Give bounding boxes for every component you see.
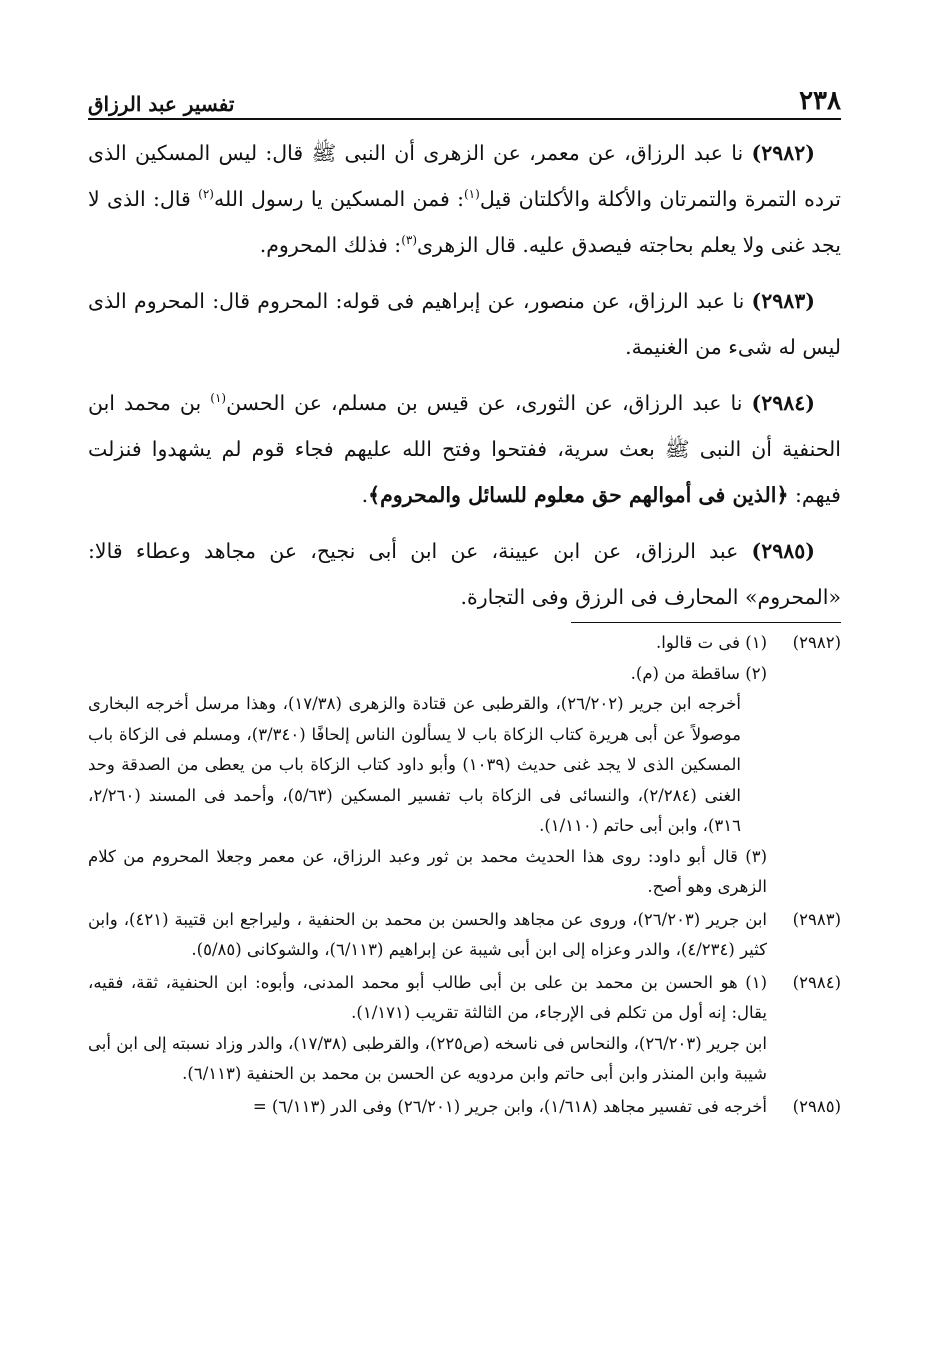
footnote-ref: (١) <box>210 391 227 406</box>
footnote-rule <box>571 622 841 623</box>
footnote-line: أخرجه ابن جرير (٢٦/٢٠٢)، والقرطبى عن قتادة والزهرى (١٧/٣٨)، وهذا مرسل أخرجه البخارى موصولاً عن أبى هريرة كتاب الزكاة باب لا يسألون الناس إلحافًا (٣/٣٤٠)، ومسلم فى الزكاة باب المسكين الذى لا يجد غنى حديث (١٠٣٩) وأبو داود كتاب الزكاة باب من يعطى من الصدقة وحد الغنى (٢/٢٨٤)، والنسائى فى الزكاة باب تفسير المسكين (٥/٦٣)، وأحمد فى المسند (٢/٢٦٠، ٣١٦)، وابن أبى حاتم (١/١١٠). <box>88 694 741 835</box>
footnote-group-2983 <box>88 905 841 966</box>
entry-number: (٢٩٨٤) <box>751 391 815 415</box>
footnote-group-2984 <box>88 968 841 1090</box>
entry-number: (٢٩٨٣) <box>751 289 815 313</box>
footnote-key: (٢٩٨٥) <box>792 1096 841 1116</box>
entry-2985 <box>88 528 841 620</box>
footnote-key: (٢٩٨٤) <box>792 972 841 992</box>
footnote-line: (١) هو الحسن بن محمد بن على بن أبى طالب أبو محمد المدنى، وأبوه: ابن الحنفية، ثقة، فقيه، يقال: إنه أول من تكلم فى الإرجاء، من الثالثة تقريب (١/١٧١). <box>88 972 767 1022</box>
entry-text: نا عبد الرزاق، عن منصور، عن إبراهيم فى قوله: المحروم قال: المحروم الذى ليس له شىء من الغنيمة. <box>88 289 841 359</box>
footnote-line: أخرجه فى تفسير مجاهد (١/٦١٨)، وابن جرير (٢٦/٢٠١) وفى الدر (٦/١١٣) = <box>252 1096 767 1116</box>
footnote-ref: (٢) <box>198 187 214 202</box>
entry-2984 <box>88 380 841 518</box>
main-text <box>88 130 841 630</box>
running-title: تفسير عبد الرزاق <box>88 92 235 116</box>
entry-text: نا عبد الرزاق، عن الثورى، عن قيس بن مسلم، عن الحسن <box>226 391 752 415</box>
entry-text: نا عبد الرزاق، عن معمر، عن الزهرى أن النبى ﷺ قال: ليس المسكين الذى ترده التمرة والتمرتان والأكلة والأكلتان قيل <box>88 141 841 211</box>
entry-2982 <box>88 130 841 268</box>
footnote-key: (٢٩٨٢) <box>792 633 841 652</box>
page-number: ٢٣٨ <box>799 86 841 116</box>
footnotes <box>88 628 841 1124</box>
footnote-line: (٣) قال أبو داود: روى هذا الحديث محمد بن ثور وعبد الرزاق، عن معمر وجعلا المحروم من كلام الزهرى وهو أصح. <box>88 846 767 896</box>
entry-text: قال: الذى لا يجد غنى ولا يعلم بحاجته فيصدق عليه. قال الزهرى <box>88 187 841 257</box>
footnote-ref: (٣) <box>401 233 418 248</box>
entry-text: بن محمد ابن الحنفية أن النبى ﷺ بعث سرية، ففتحوا وفتح الله عليهم فجاء قوم لم يشهدوا فنزلت فيهم: <box>88 391 841 507</box>
entry-2983 <box>88 278 841 370</box>
footnote-group-2985 <box>88 1092 841 1123</box>
header-rule <box>88 118 841 120</box>
footnote-key: (٢٩٨٣) <box>792 909 841 929</box>
footnote-group-2982 <box>88 628 841 903</box>
entry-number: (٢٩٨٥) <box>751 539 815 563</box>
quran-verse: ﴿الذين فى أموالهم حق معلوم للسائل والمحروم﴾ <box>368 483 789 507</box>
footnote-ref: (١) <box>463 187 480 202</box>
entry-end: . <box>361 483 369 507</box>
entry-text: عبد الرزاق، عن ابن عيينة، عن ابن أبى نجيح، عن مجاهد وعطاء قالا: «المحروم» المحارف فى الرزق وفى التجارة. <box>88 539 841 609</box>
footnote-line: ابن جرير (٢٦/٢٠٣)، والنحاس فى ناسخه (ص٢٢٥)، والقرطبى (١٧/٣٨)، والدر وزاد نسبته إلى ابن أبى شيبة وابن المنذر وابن أبى حاتم وابن مردويه عن الحسن بن محمد بن الحنفية (٦/١١٣). <box>88 1033 767 1083</box>
footnote-line: ابن جرير (٢٦/٢٠٣)، وروى عن مجاهد والحسن بن محمد بن الحنفية ، وليراجع ابن قتيبة (٤٢١)، وابن كثير (٤/٢٣٤)، والدر وعزاه إلى ابن أبى شيبة عن إبراهيم (٦/١١٣)، والشوكانى (٥/٨٥). <box>88 909 768 959</box>
entry-number: (٢٩٨٢) <box>751 141 815 165</box>
footnote-line: (١) فى ت قالوا. <box>656 633 767 652</box>
footnote-line: (٢) ساقطة من (م). <box>630 663 767 683</box>
page-header <box>88 82 841 116</box>
entry-text: : فذلك المحروم. <box>259 233 402 257</box>
entry-text: : فمن المسكين يا رسول الله <box>213 187 464 211</box>
